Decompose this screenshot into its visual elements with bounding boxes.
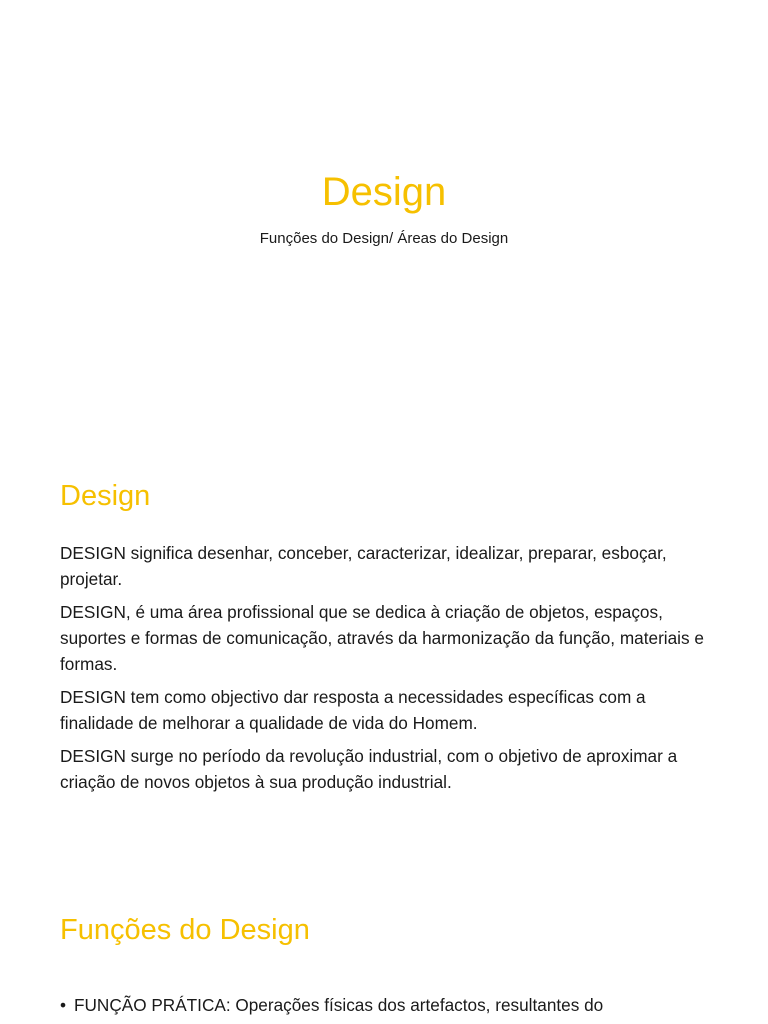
functions-list	[60, 992, 750, 1018]
slide-title: Design	[321, 170, 447, 214]
slide-subtitle: Funções do Design/ Áreas do Design	[259, 230, 509, 247]
paragraph-professional-area: DESIGN, é uma área profissional que se dedica à criação de objetos, espaços, suportes e formas de comunicação, através da harmonização da função, materiais e formas.	[60, 602, 704, 674]
section-title-design: Design	[60, 480, 151, 512]
section-title-functions: Funções do Design	[60, 914, 310, 946]
design-functions-slide	[0, 864, 768, 1024]
design-definition-slide	[0, 432, 768, 864]
bullet-icon: •	[60, 995, 67, 1015]
paragraph-origin: DESIGN surge no período da revolução industrial, com o objetivo de aproximar a criação de novos objetos à sua produção industrial.	[60, 746, 678, 792]
bullet-text: FUNÇÃO PRÁTICA: Operações físicas dos artefactos, resultantes do	[74, 995, 604, 1015]
title-slide	[0, 0, 768, 432]
paragraph-objective: DESIGN tem como objectivo dar resposta a necessidades específicas com a finalidade de melhorar a qualidade de vida do Homem.	[60, 687, 646, 733]
list-item	[60, 992, 750, 1018]
definition-paragraphs	[60, 540, 720, 802]
paragraph-meaning: DESIGN significa desenhar, conceber, caracterizar, idealizar, preparar, esboçar, projetar.	[60, 543, 667, 589]
